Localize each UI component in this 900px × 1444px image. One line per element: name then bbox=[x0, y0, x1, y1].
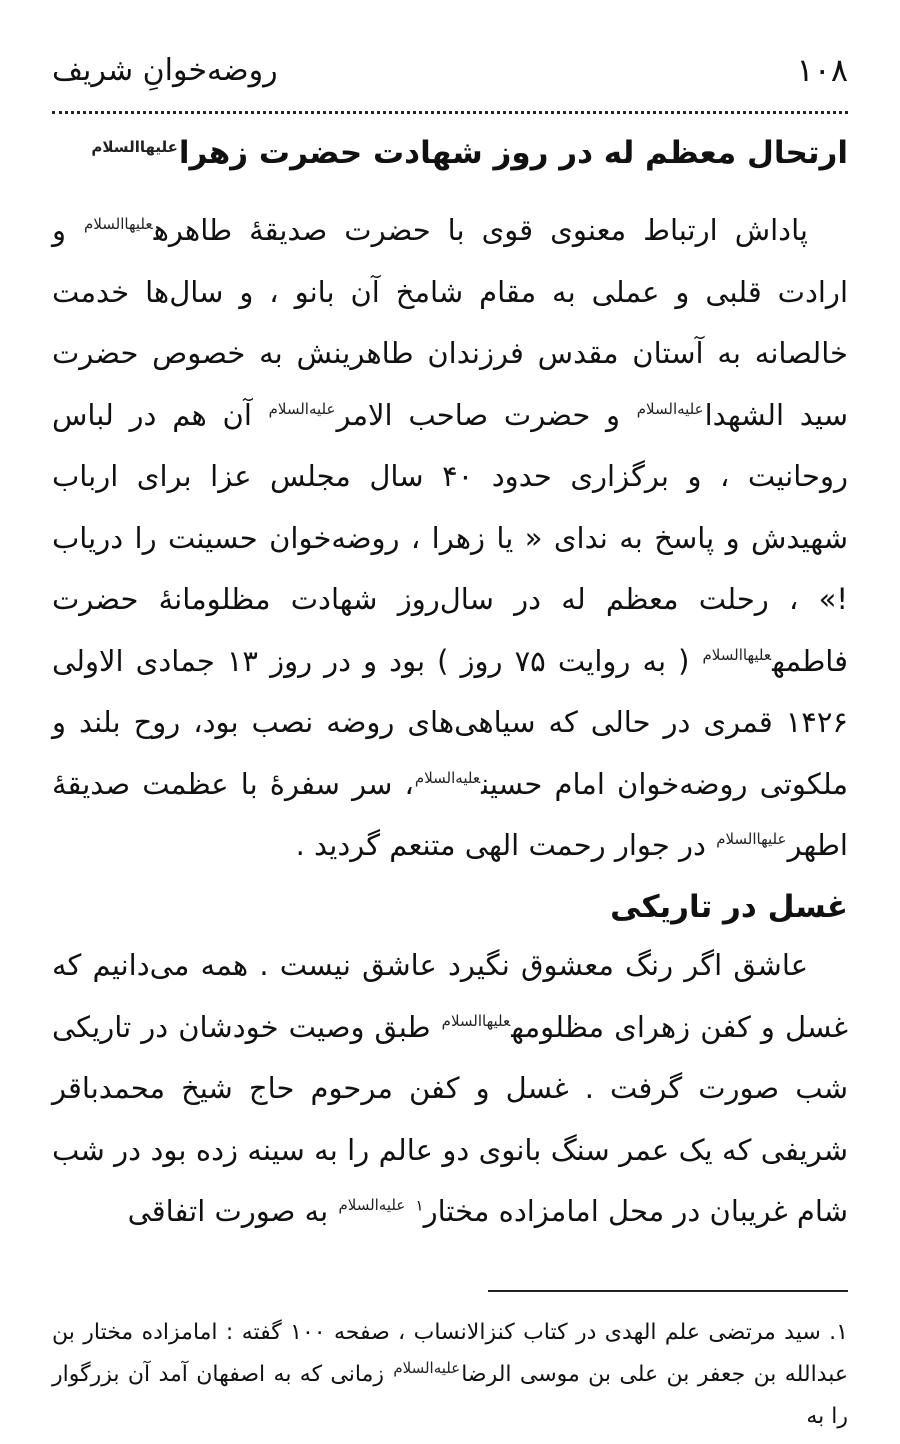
text-run: و حضرت صاحب الامر bbox=[336, 397, 636, 432]
page-header bbox=[52, 40, 848, 100]
text-run: به صورت اتفاقی bbox=[127, 1194, 338, 1228]
footnote-text: زمانی که به اصفهان آمد آن بزرگوار را به bbox=[52, 1362, 848, 1429]
footnote-reference[interactable]: ۱ bbox=[415, 1196, 424, 1215]
text-run: آن هم در لباس روحانیت ، و برگزاری حدود ۴۰ سال مجلس عزا برای ارباب شهیدش و پاسخ به ندای « یا زهرا ، روضه‌خوان حسینت را دریاب !» ، رحلت معظم له در سال‌روز شهادت مظلومانهٔ حضرت فاطمه bbox=[52, 397, 849, 678]
text-run: در جوار رحمت الهی متنعم گردید . bbox=[295, 828, 716, 862]
text-run: ( به روایت ۷۵ روز ) بود و در روز ۱۳ جمادی الاولی ۱۴۲۶ قمری در حالی که سیاهی‌های روضه نصب بود، روح بلند و ملکوتی روضه‌خوان امام حسین bbox=[52, 643, 848, 801]
honorific-glyph: علیهاالسلام bbox=[441, 1011, 511, 1030]
section-heading-ghusl: غسل در تاریکی bbox=[610, 889, 848, 925]
honorific-glyph: علیهاالسلام bbox=[702, 645, 772, 664]
honorific-glyph: علیهاالسلام bbox=[84, 215, 153, 234]
section-heading-text: ارتحال معظم له در روز شهادت حضرت زهرا bbox=[178, 135, 848, 171]
paragraph-ghusl bbox=[52, 935, 848, 1243]
running-title: روضه‌خوانِ شریف bbox=[52, 52, 278, 88]
footnote-separator bbox=[488, 1290, 848, 1292]
footnote-text: ۱. سید مرتضی علم الهدی در کتاب کنزالانساب ، صفحه ۱۰۰ گفته : امامزاده مختار بن عبدالله بن جعفر بن علی بن موسی الرضا bbox=[52, 1320, 848, 1387]
text-run: ، سر سفرهٔ با عظمت صدیقهٔ اطهر bbox=[52, 766, 848, 862]
honorific-glyph: علیه‌السلام bbox=[414, 768, 481, 787]
text-run: و ارادت قلبی و عملی به مقام شامخ آن بانو ، و سال‌ها خدمت خالصانه به آستان مقدس فرزندان طاهرینش به خصوص حضرت سید الشهدا bbox=[52, 213, 849, 432]
header-dotted-rule bbox=[52, 111, 848, 114]
text-run: پاداش ارتباط معنوی قوی با حضرت صدیقهٔ طاهره bbox=[153, 213, 808, 247]
honorific-glyph: علیه‌السلام bbox=[338, 1196, 406, 1215]
honorific-glyph: علیه‌السلام bbox=[393, 1358, 461, 1377]
text-run bbox=[406, 1194, 415, 1228]
page-number: ۱۰۸ bbox=[796, 51, 848, 89]
paragraph-passing bbox=[52, 200, 848, 877]
honorific-glyph: علیه‌السلام bbox=[268, 399, 336, 418]
footnote bbox=[52, 1312, 848, 1438]
section-heading-passing bbox=[52, 128, 848, 178]
text-run: طبق وصیت خودشان در تاریکی شب صورت گرفت . غسل و کفن مرحوم حاج شیخ محمدباقر شریفی که یک عمر سنگ بانوی دو عالم را به سینه زده بود در شب شام غریبان در محل امامزاده مختار bbox=[52, 1009, 848, 1228]
honorific-glyph: علیه‌السلام bbox=[636, 399, 704, 418]
honorific-glyph: علیهاالسلام bbox=[716, 830, 787, 849]
text-run: عاشق اگر رنگ معشوق نگیرد عاشق نیست . همه می‌دانیم که غسل و کفن زهرای مظلومه bbox=[52, 948, 848, 1044]
honorific-glyph: علیهاالسلام bbox=[91, 137, 178, 156]
